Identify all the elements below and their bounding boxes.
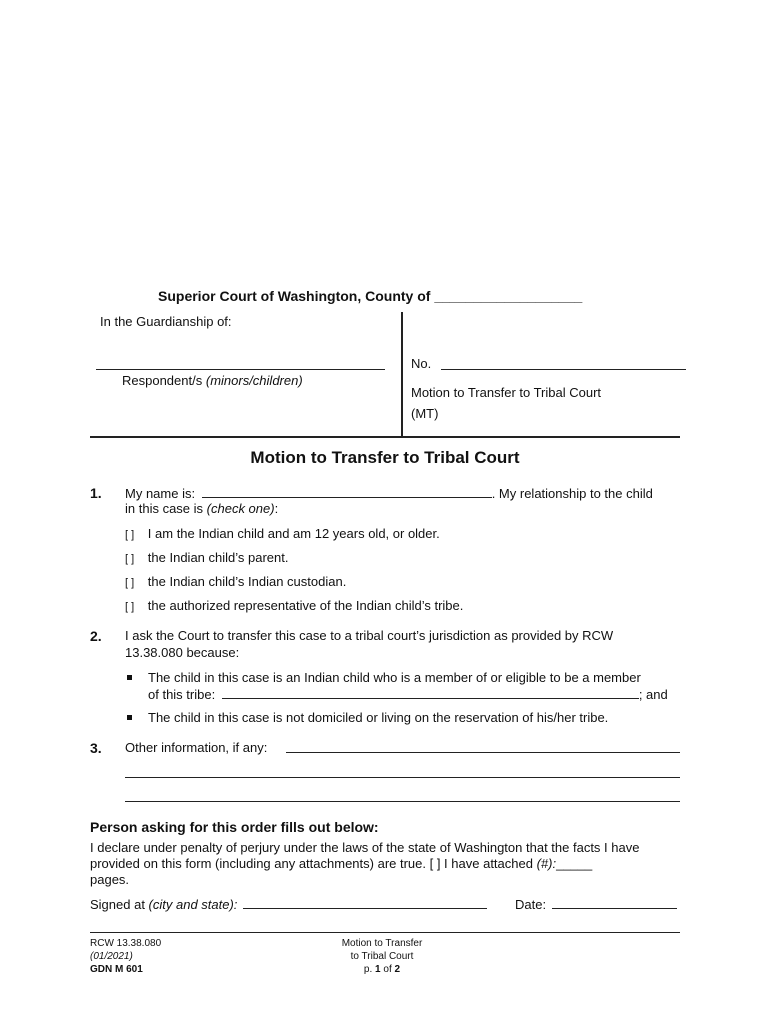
section-3-number: 3. [90, 740, 102, 756]
footer-rule [90, 932, 680, 933]
other-info-line[interactable] [125, 801, 680, 802]
case-no-label: No. [411, 356, 432, 371]
footer-statute: RCW 13.38.080 [90, 938, 162, 949]
footer-title-line2: to Tribal Court [350, 951, 414, 962]
other-info-line[interactable] [286, 752, 680, 753]
name-field[interactable] [202, 485, 492, 498]
footer-form-code: GDN M 601 [90, 964, 143, 975]
bullet-1-line2: of this tribe: ; and [148, 687, 668, 702]
guardianship-label: In the Guardianship of: [100, 314, 232, 329]
bullet-1-line1: The child in this case is an Indian child who is a member of or eligible to be a member [148, 670, 641, 685]
attached-pages-field[interactable]: _____ [556, 856, 593, 871]
other-info-label: Other information, if any: [125, 740, 268, 755]
option-custodian: [ ] the Indian child’s Indian custodian. [125, 574, 347, 589]
bullet-icon [127, 715, 132, 720]
date-field[interactable] [552, 896, 677, 909]
caption-divider [401, 312, 403, 436]
section-2-line2: 13.38.080 because: [125, 645, 240, 660]
footer-left [90, 937, 161, 976]
checkbox[interactable]: [ ] [125, 601, 135, 613]
case-no-line[interactable] [441, 369, 686, 370]
option-parent: [ ] the Indian child’s parent. [125, 550, 289, 565]
section-2-line1: I ask the Court to transfer this case to a tribal court’s jurisdiction as provided by RCW [125, 628, 614, 643]
form-title: Motion to Transfer to Tribal Court [250, 448, 520, 467]
signed-at: Signed at (city and state): [90, 896, 487, 912]
caption-doc-title: Motion to Transfer to Tribal Court [411, 385, 602, 400]
checkbox[interactable]: [ ] [125, 529, 135, 541]
option-indian-child: [ ] I am the Indian child and am 12 years old, or older. [125, 526, 440, 541]
declaration-heading: Person asking for this order fills out below: [90, 819, 379, 835]
respondent-label: Respondent/s (minors/children) [122, 373, 303, 388]
footer-center [282, 937, 482, 976]
respondent-name-line[interactable] [96, 369, 385, 370]
caption-doc-code: (MT) [411, 406, 439, 421]
checkbox[interactable]: [ ] [125, 553, 135, 565]
section-1-line2: in this case is (check one): [125, 501, 279, 516]
footer-revision: (01/2021) [90, 951, 133, 962]
court-title: Superior Court of Washington, County of ___________________ [158, 288, 583, 304]
checkbox[interactable]: [ ] [125, 577, 135, 589]
caption-bottom-rule [90, 436, 680, 438]
bullet-2: The child in this case is not domiciled or living on the reservation of his/her tribe. [148, 710, 609, 725]
date: Date: [515, 896, 677, 912]
declaration-line2: provided on this form (including any attachments) are true. [ ] I have attached (#):_____ [90, 856, 593, 871]
signed-at-field[interactable] [243, 896, 487, 909]
other-info-line[interactable] [125, 777, 680, 778]
section-2-number: 2. [90, 628, 102, 644]
declaration-line3: pages. [90, 872, 130, 887]
bullet-icon [127, 675, 132, 680]
tribe-field[interactable] [222, 686, 639, 699]
section-1-number: 1. [90, 485, 102, 501]
page-number: p. 1 of 2 [363, 964, 401, 975]
section-1-line1: My name is: . My relationship to the child [125, 486, 653, 501]
declaration-line1: I declare under penalty of perjury under the laws of the state of Washington that the facts I have [90, 840, 640, 855]
footer-title-line1: Motion to Transfer [341, 938, 423, 949]
option-tribe-representative: [ ] the authorized representative of the Indian child’s tribe. [125, 598, 464, 613]
